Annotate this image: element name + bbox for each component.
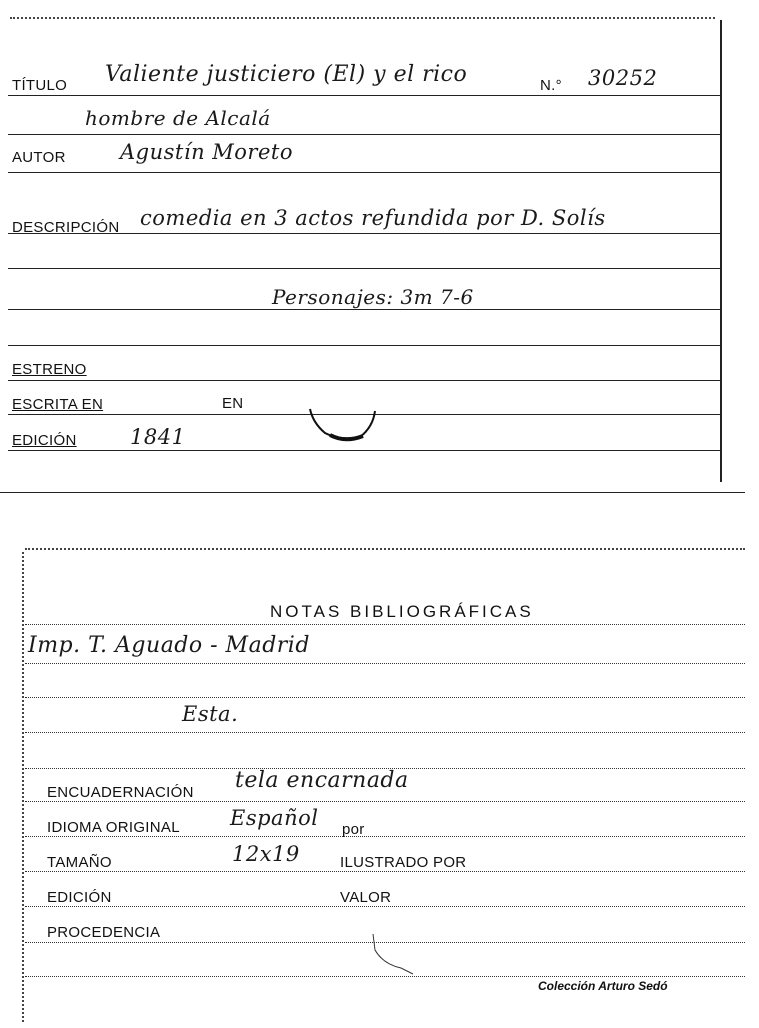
card-left-border — [22, 552, 24, 1022]
numero-value: 30252 — [588, 66, 658, 90]
personajes-value: Personajes: 3m 7-6 — [272, 285, 474, 309]
en-label: EN — [222, 395, 244, 412]
note-line-1: Imp. T. Aguado - Madrid — [28, 633, 310, 658]
idioma-value: Español — [230, 806, 319, 830]
edicion-label: EDICIÓN — [12, 432, 77, 449]
idioma-label: IDIOMA ORIGINAL — [47, 819, 180, 836]
notas-title: NOTAS BIBLIOGRÁFICAS — [270, 602, 534, 621]
torn-notch-mark — [305, 405, 385, 445]
por-label: por — [342, 821, 365, 838]
rule-line — [25, 663, 745, 664]
rule-line — [8, 268, 720, 269]
procedencia-label: PROCEDENCIA — [47, 924, 161, 941]
card-right-border — [720, 20, 722, 482]
rule-line — [25, 836, 745, 837]
ilustrado-label: ILUSTRADO POR — [340, 854, 467, 871]
rule-line — [8, 172, 720, 173]
pencil-mark — [365, 930, 425, 980]
card-bottom-edge — [0, 492, 745, 493]
note-line-2: Esta. — [182, 702, 239, 726]
rule-line — [8, 380, 720, 381]
tamano-value: 12x19 — [232, 842, 300, 866]
rule-line — [8, 345, 720, 346]
encuadernacion-value: tela encarnada — [235, 768, 409, 793]
rule-line — [25, 801, 745, 802]
rule-line — [8, 309, 720, 310]
rule-line — [25, 732, 745, 733]
rule-line — [8, 450, 720, 451]
titulo-label: TÍTULO — [12, 77, 68, 94]
rule-line — [25, 624, 745, 625]
estreno-label: ESTRENO — [12, 361, 87, 378]
rule-line — [25, 697, 745, 698]
titulo-value-line2: hombre de Alcalá — [85, 106, 271, 130]
autor-value: Agustín Moreto — [120, 140, 293, 164]
autor-label: AUTOR — [12, 149, 66, 166]
rule-line — [25, 906, 745, 907]
titulo-value: Valiente justiciero (El) y el rico — [105, 62, 468, 87]
catalog-card-bottom — [0, 530, 759, 1028]
edicion-label: EDICIÓN — [47, 889, 112, 906]
card-top-edge — [10, 17, 715, 19]
collection-credit: Colección Arturo Sedó — [538, 979, 668, 993]
tamano-label: TAMAÑO — [47, 854, 112, 871]
escrita-en-label: ESCRITA EN — [12, 396, 104, 413]
catalog-card-top — [0, 0, 759, 500]
rule-line — [8, 134, 720, 135]
numero-label: N.° — [540, 77, 562, 94]
rule-line — [8, 95, 720, 96]
descripcion-value: comedia en 3 actos refundida por D. Solís — [140, 206, 606, 230]
valor-label: VALOR — [340, 889, 392, 906]
encuadernacion-label: ENCUADERNACIÓN — [47, 784, 194, 801]
card-top-edge — [25, 548, 745, 550]
descripcion-label: DESCRIPCIÓN — [12, 219, 120, 236]
edicion-value: 1841 — [130, 425, 186, 449]
rule-line — [25, 871, 745, 872]
